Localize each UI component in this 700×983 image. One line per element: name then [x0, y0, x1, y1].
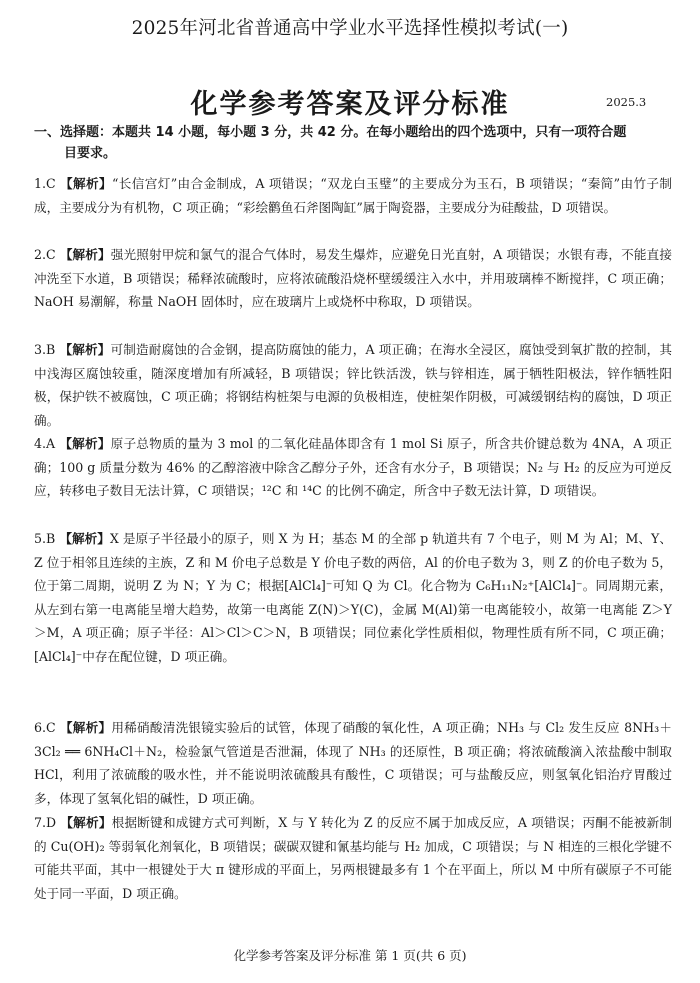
answer-explanation: 根据断键和成键方式可判断，X 与 Y 转化为 Z 的反应不属于加成反应，A 项错误；丙酮不能被新制的 Cu(OH)₂ 等弱氧化剂氧化，B 项错误；碳碳双键和氰基均能与 H₂ 加成，C 项错误；与 N 相连的三根化学键不可能共平面，其中一根键处于大 π 键形成的平面上，另两根键最多有 1 个在平面上，所以 M 中所有碳原子不可能处于同一平面，D 项正确。	[34, 815, 672, 901]
answer-item-2	[34, 243, 672, 314]
answer-explanation: 可制造耐腐蚀的合金钢，提高防腐蚀的能力，A 项正确；在海水全浸区，腐蚀受到氧扩散的控制，其中浅海区腐蚀较重，随深度增加有所减轻，B 项错误；锌比铁活泼，铁与锌相连，属于牺牲阳极法，锌作牺牲阳极，保护铁不被腐蚀，C 项正确；将钢结构桩架与电源的负极相连，使桩架作阴极，可减缓钢结构的腐蚀，D 项正确。	[34, 342, 672, 428]
section-heading-line-1: 一、选择题：本题共 14 小题，每小题 3 分，共 42 分。在每小题给出的四个选项中，只有一项符合题	[34, 125, 627, 140]
section-heading	[34, 122, 674, 164]
answer-explanation: 原子总物质的量为 3 mol 的二氧化硅晶体即含有 1 mol Si 原子，所含共价键总数为 4NA，A 项正确；100 g 质量分数为 46% 的乙醇溶液中除含乙醇分子外，还含有水分子，B 项错误；N₂ 与 H₂ 的反应为可逆反应，转移电子数目无法计算，C 项错误；¹²C 和 ¹⁴C 的比例不确定，所含中子数无法计算，D 项错误。	[34, 436, 672, 499]
answer-number: 5.B	[34, 531, 56, 546]
answer-number: 1.C	[34, 176, 56, 191]
answer-item-5	[34, 527, 672, 669]
analysis-tag: 【解析】	[60, 815, 112, 830]
answer-explanation: 强光照射甲烷和氯气的混合气体时，易发生爆炸，应避免日光直射，A 项错误；水银有毒，不能直接冲洗至下水道，B 项错误；稀释浓硫酸时，应将浓硫酸沿烧杯壁缓缓注入水中，并用玻璃棒不断搅拌，C 项正确；NaOH 易潮解，称量 NaOH 固体时，应在玻璃片上或烧杯中称取，D 项错误。	[34, 247, 672, 310]
section-heading-line-2: 目要求。	[64, 146, 117, 161]
answer-number: 3.B	[34, 342, 56, 357]
analysis-tag: 【解析】	[59, 531, 110, 546]
answer-number: 7.D	[34, 815, 57, 830]
analysis-tag: 【解析】	[59, 720, 112, 735]
answer-explanation: X 是原子半径最小的原子，则 X 为 H；基态 M 的全部 p 轨道共有 7 个电子，则 M 为 Al；M、Y、Z 位于相邻且连续的主族，Z 和 M 价电子总数是 Y 价电子数的两倍，Al 的价电子数为 3，则 Z 的价电子数为 5，位于第二周期，说明 Z 为 N；Y 为 C；根据[AlCl₄]⁻可知 Q 为 Cl。化合物为 C₆H₁₁N₂⁺[AlCl₄]⁻。同周期元素，从左到右第一电离能呈增大趋势，故第一电离能 Z(N)＞Y(C)，金属 M(Al)第一电离能较小，故第一电离能 Z＞Y＞M，A 项正确；原子半径：Al＞Cl＞C＞N，B 项错误；同位素化学性质相似，物理性质有所不同，C 项正确；[AlCl₄]⁻中存在配位键，D 项正确。	[34, 531, 672, 664]
page-footer: 化学参考答案及评分标准 第 1 页(共 6 页)	[233, 948, 467, 963]
analysis-tag: 【解析】	[60, 176, 112, 191]
analysis-tag: 【解析】	[59, 247, 111, 262]
answer-item-7	[34, 811, 672, 905]
answer-item-6	[34, 716, 672, 810]
analysis-tag: 【解析】	[59, 436, 111, 451]
answer-item-4	[34, 432, 672, 503]
answer-item-1	[34, 172, 672, 219]
answer-number: 6.C	[34, 720, 56, 735]
date-label: 2025.3	[606, 95, 647, 109]
answer-number: 2.C	[34, 247, 56, 262]
answer-explanation: 用稀硝酸清洗银镜实验后的试管，体现了硝酸的氧化性，A 项正确；NH₃ 与 Cl₂ 发生反应 8NH₃＋3Cl₂ ══ 6NH₄Cl＋N₂，检验氯气管道是否泄漏，体现了 NH₃ 的还原性，B 项正确；将浓硫酸滴入浓盐酸中制取 HCl，利用了浓硫酸的吸水性，并不能说明浓硫酸具有酸性，C 项错误；可与盐酸反应，则氢氧化铝治疗胃酸过多，体现了氢氧化铝的碱性，D 项正确。	[34, 720, 673, 806]
answer-number: 4.A	[34, 436, 56, 451]
page-title: 化学参考答案及评分标准	[190, 89, 510, 120]
answer-explanation: “长信宫灯”由合金制成，A 项错误；“双龙白玉璧”的主要成分为玉石，B 项错误；“秦简”由竹子制成，主要成分为有机物，C 项正确；“彩绘鹳鱼石斧图陶缸”属于陶瓷器，主要成分为硅酸盐，D 项错误。	[34, 176, 672, 215]
analysis-tag: 【解析】	[59, 342, 111, 357]
exam-title: 2025年河北省普通高中学业水平选择性模拟考试(一)	[131, 18, 569, 39]
answer-item-3	[34, 338, 672, 432]
